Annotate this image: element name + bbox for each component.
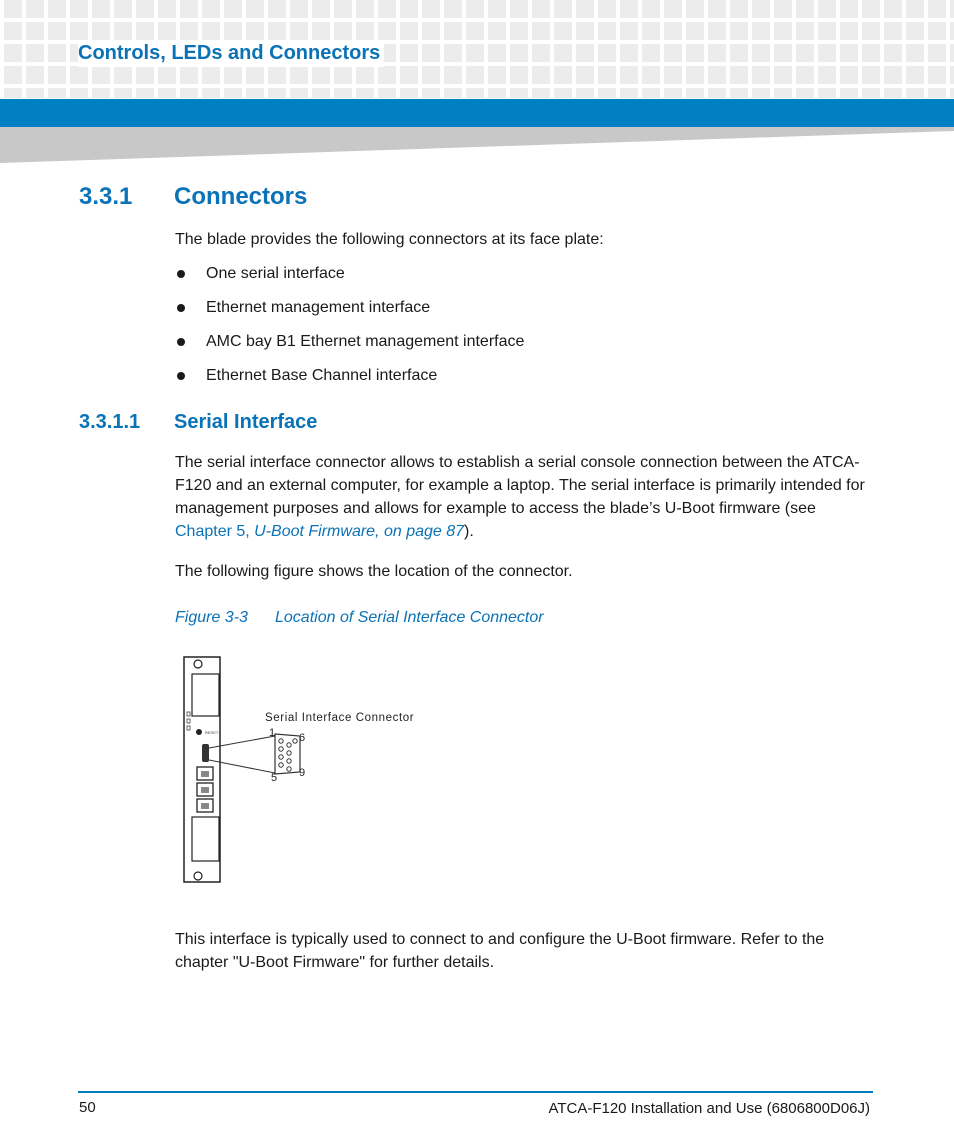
pin-label: 5 bbox=[271, 772, 278, 784]
closing-paragraph: This interface is typically used to connect to and configure the U-Boot firmware. Refer to the chapter "U-Boot Firmware" for further details. bbox=[175, 931, 825, 971]
list-item: AMC bay B1 Ethernet management interface bbox=[175, 330, 524, 364]
connector-list bbox=[175, 262, 524, 398]
document-reference: ATCA-F120 Installation and Use (6806800D06J) bbox=[548, 1100, 870, 1117]
reset-button-icon bbox=[196, 729, 202, 735]
bullet-icon bbox=[177, 338, 185, 346]
footer-rule bbox=[78, 1091, 873, 1093]
serial-port-icon bbox=[202, 744, 209, 762]
page-number: 50 bbox=[79, 1099, 96, 1116]
header-band bbox=[0, 99, 954, 127]
pin-label: 6 bbox=[299, 732, 306, 744]
figure-number: Figure 3-3 bbox=[175, 609, 248, 626]
ethernet-port-inner bbox=[201, 803, 209, 809]
pin-label: 9 bbox=[299, 767, 306, 779]
figure-intro-paragraph: The following figure shows the location of the connector. bbox=[175, 563, 573, 580]
running-header: Controls, LEDs and Connectors bbox=[78, 40, 384, 67]
bullet-icon bbox=[177, 304, 185, 312]
figure-caption bbox=[175, 609, 544, 627]
header-wedge bbox=[0, 127, 954, 163]
list-item: Ethernet Base Channel interface bbox=[175, 364, 524, 398]
intro-paragraph: The blade provides the following connectors at its face plate: bbox=[175, 231, 604, 248]
section-heading bbox=[79, 183, 307, 211]
bullet-icon bbox=[177, 372, 185, 380]
pin-label: 1 bbox=[269, 727, 276, 739]
subsection-title: Serial Interface bbox=[174, 411, 318, 433]
list-item: Ethernet management interface bbox=[175, 296, 524, 330]
connector-label: Serial Interface Connector bbox=[265, 712, 415, 724]
ethernet-port-inner bbox=[201, 787, 209, 793]
serial-paragraph: The serial interface connector allows to establish a serial console connection between the ATCA-F120 and an external computer, for example a laptop. The serial interface is primarily intended for management purposes and allows for example to access the blade’s U-Boot firmware (see Chapter 5, U-Boot Firmware, on page 87). bbox=[175, 454, 865, 540]
chapter-link[interactable]: Chapter 5, U-Boot Firmware, on page 87 bbox=[175, 523, 465, 540]
ethernet-port-inner bbox=[201, 771, 209, 777]
reset-label: RESET bbox=[205, 730, 219, 735]
list-item: One serial interface bbox=[175, 262, 524, 296]
section-number: 3.3.1 bbox=[79, 183, 133, 210]
subsection-heading bbox=[79, 411, 317, 434]
section-title: Connectors bbox=[174, 183, 308, 210]
figure-title: Location of Serial Interface Connector bbox=[275, 609, 544, 626]
faceplate-figure bbox=[175, 650, 475, 890]
bullet-icon bbox=[177, 270, 185, 278]
subsection-number: 3.3.1.1 bbox=[79, 411, 141, 433]
